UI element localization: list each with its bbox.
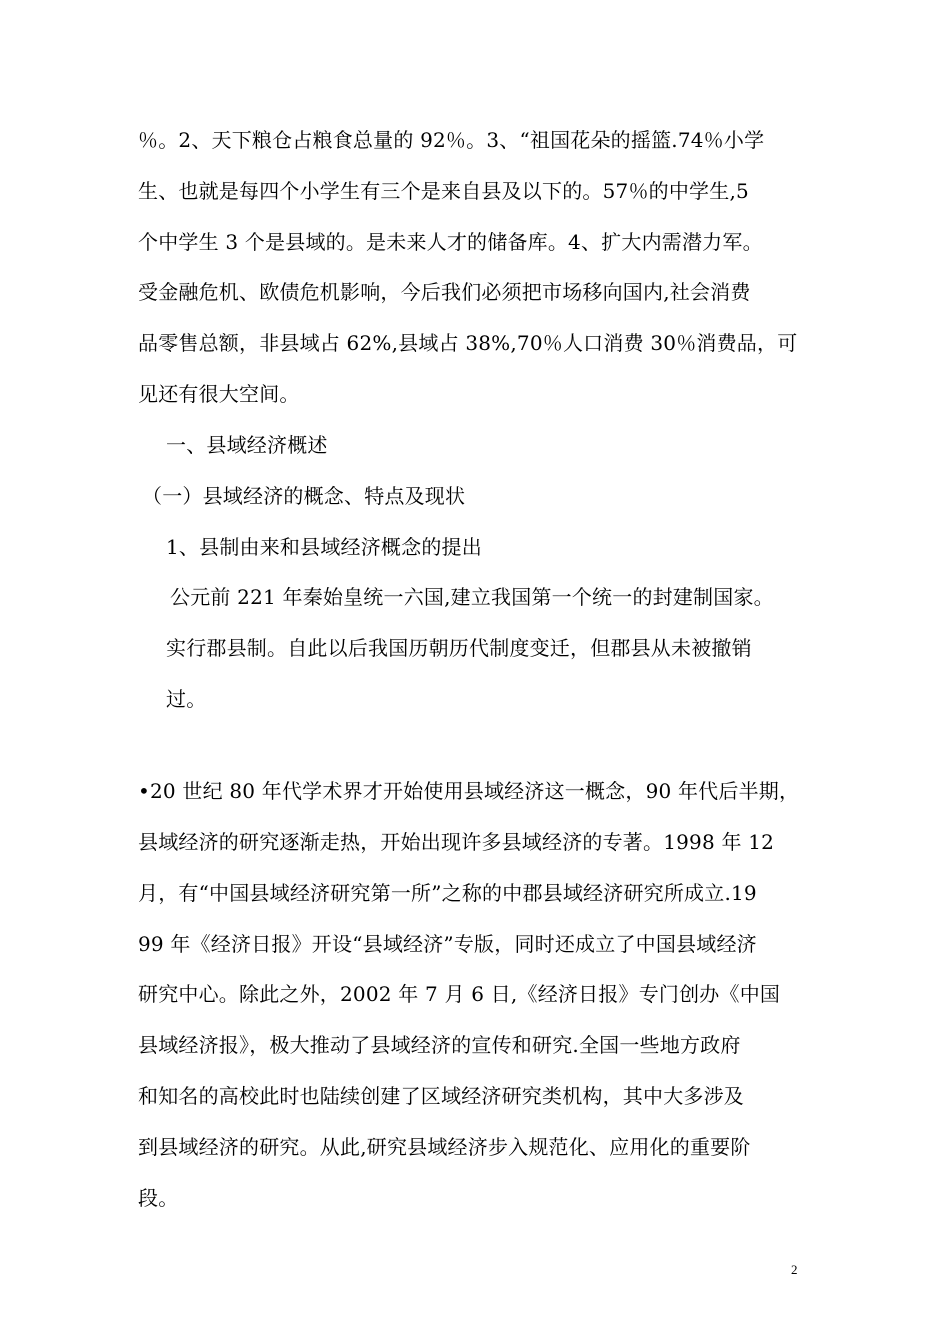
paragraph1-line-3: 个中学生 3 个是县域的。是未来人才的储备库。4、扩大内需潜力军。 bbox=[138, 230, 763, 254]
paragraph2-line-2: 实行郡县制。自此以后我国历朝历代制度变迁，但郡县从未被撤销 bbox=[166, 636, 752, 660]
paragraph1-line-6: 见还有很大空间。 bbox=[138, 382, 300, 406]
topic-heading: 1、县制由来和县域经济概念的提出 bbox=[166, 535, 482, 559]
paragraph1-line-1: ％。2、天下粮仓占粮食总量的 92％。3、“祖国花朵的摇篮.74％小学 bbox=[138, 128, 765, 152]
paragraph1-line-2: 生、也就是每四个小学生有三个是来自县及以下的。57％的中学生,5 bbox=[138, 179, 749, 203]
paragraph1-line-5: 品零售总额，非县域占 62%,县域占 38%,70％人口消费 30％消费品，可 bbox=[138, 331, 798, 355]
page-number: 2 bbox=[791, 1262, 798, 1277]
paragraph2-line-1: 公元前 221 年秦始皇统一六国,建立我国第一个统一的封建制国家。 bbox=[170, 585, 774, 609]
paragraph3-line-3: 月，有“中国县域经济研究第一所”之称的中郡县域经济研究所成立.19 bbox=[138, 881, 757, 905]
paragraph3-line-6: 县域经济报》，极大推动了县域经济的宣传和研究.全国一些地方政府 bbox=[138, 1033, 741, 1057]
section-heading: 一、县域经济概述 bbox=[166, 433, 328, 457]
subsection-heading: （一）县域经济的概念、特点及现状 bbox=[142, 484, 466, 508]
paragraph3-line-9: 段。 bbox=[138, 1186, 179, 1210]
paragraph3-line-8: 到县域经济的研究。从此,研究县域经济步入规范化、应用化的重要阶 bbox=[138, 1135, 751, 1159]
paragraph3-line-2: 县域经济的研究逐渐走热，开始出现许多县域经济的专著。1998 年 12 bbox=[138, 830, 775, 854]
paragraph2-line-3: 过。 bbox=[166, 687, 207, 711]
paragraph3-line-7: 和知名的高校此时也陆续创建了区域经济研究类机构，其中大多涉及 bbox=[138, 1084, 744, 1108]
paragraph3-line-1: •20 世纪 80 年代学术界才开始使用县域经济这一概念，90 年代后半期， bbox=[138, 779, 800, 803]
paragraph1-line-4: 受金融危机、欧债危机影响，今后我们必须把市场移向国内,社会消费 bbox=[138, 280, 751, 304]
paragraph3-line-4: 99 年《经济日报》开设“县域经济”专版，同时还成立了中国县域经济 bbox=[138, 932, 757, 956]
paragraph3-line-5: 研究中心。除此之外，2002 年 7 月 6 日,《经济日报》专门创办《中国 bbox=[138, 982, 781, 1006]
